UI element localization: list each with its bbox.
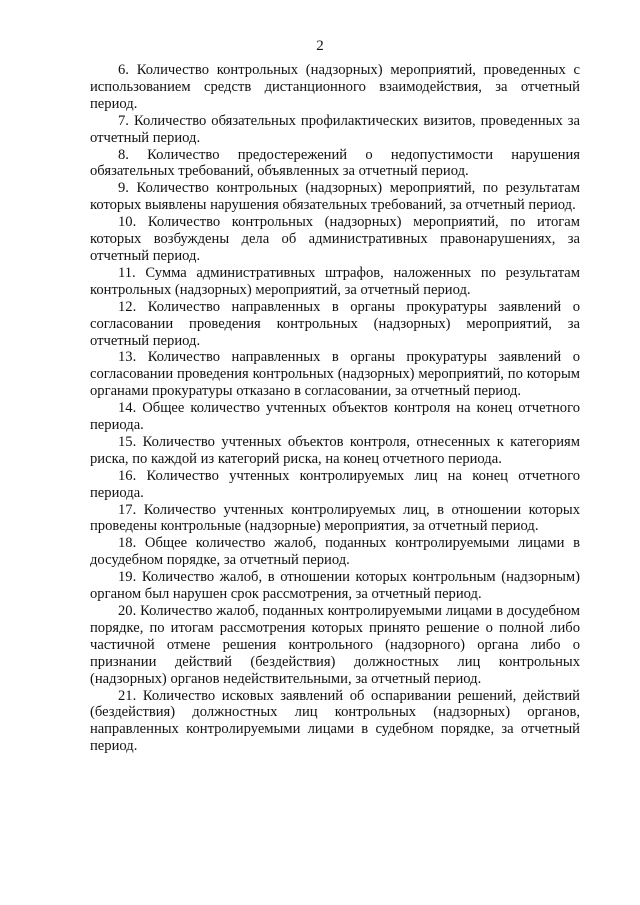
document-body — [90, 62, 580, 755]
paragraph-item-16: 16. Количество учтенных контролируемых лиц на конец отчетного периода. — [90, 467, 580, 501]
page-number: 2 — [316, 38, 324, 54]
paragraph-item-21: 21. Количество исковых заявлений об оспаривании решений, действий (бездействия) должностных лиц контрольных (надзорных) органов, направленных контролируемыми лицами в судебном порядке, за отчетный период. — [90, 687, 580, 755]
paragraph-item-18: 18. Общее количество жалоб, поданных контролируемыми лицами в досудебном порядке, за отчетный период. — [90, 535, 580, 569]
paragraph-item-13: 13. Количество направленных в органы прокуратуры заявлений о согласовании проведения контрольных (надзорных) мероприятий, по которым органами прокуратуры отказано в согласовании, за отчетный период. — [90, 349, 580, 400]
paragraph-item-11: 11. Сумма административных штрафов, наложенных по результатам контрольных (надзорных) мероприятий, за отчетный период. — [90, 264, 580, 298]
paragraph-item-20: 20. Количество жалоб, поданных контролируемыми лицами в досудебном порядке, по итогам рассмотрения которых принято решение о полной либо частичной отмене решения контрольного (надзорного) органа либо о признании действий (бездействия) должностных лиц контрольных (надзорных) органов недействительными, за отчетный период. — [90, 603, 580, 687]
paragraph-item-8: 8. Количество предостережений о недопустимости нарушения обязательных требований, объявленных за отчетный период. — [90, 146, 580, 180]
paragraph-item-12: 12. Количество направленных в органы прокуратуры заявлений о согласовании проведения контрольных (надзорных) мероприятий, за отчетный период. — [90, 298, 580, 349]
paragraph-item-7: 7. Количество обязательных профилактических визитов, проведенных за отчетный период. — [90, 112, 580, 146]
paragraph-item-15: 15. Количество учтенных объектов контроля, отнесенных к категориям риска, по каждой из категорий риска, на конец отчетного периода. — [90, 433, 580, 467]
paragraph-item-10: 10. Количество контрольных (надзорных) мероприятий, по итогам которых возбуждены дела об административных правонарушениях, за отчетный период. — [90, 214, 580, 264]
paragraph-item-9: 9. Количество контрольных (надзорных) мероприятий, по результатам которых выявлены нарушения обязательных требований, за отчетный период. — [90, 180, 580, 214]
paragraph-item-17: 17. Количество учтенных контролируемых лиц, в отношении которых проведены контрольные (надзорные) мероприятия, за отчетный период. — [90, 501, 580, 535]
paragraph-item-6: 6. Количество контрольных (надзорных) мероприятий, проведенных с использованием средств дистанционного взаимодействия, за отчетный период. — [90, 62, 580, 112]
paragraph-item-19: 19. Количество жалоб, в отношении которых контрольным (надзорным) органом был нарушен срок рассмотрения, за отчетный период. — [90, 569, 580, 603]
paragraph-item-14: 14. Общее количество учтенных объектов контроля на конец отчетного периода. — [90, 400, 580, 434]
